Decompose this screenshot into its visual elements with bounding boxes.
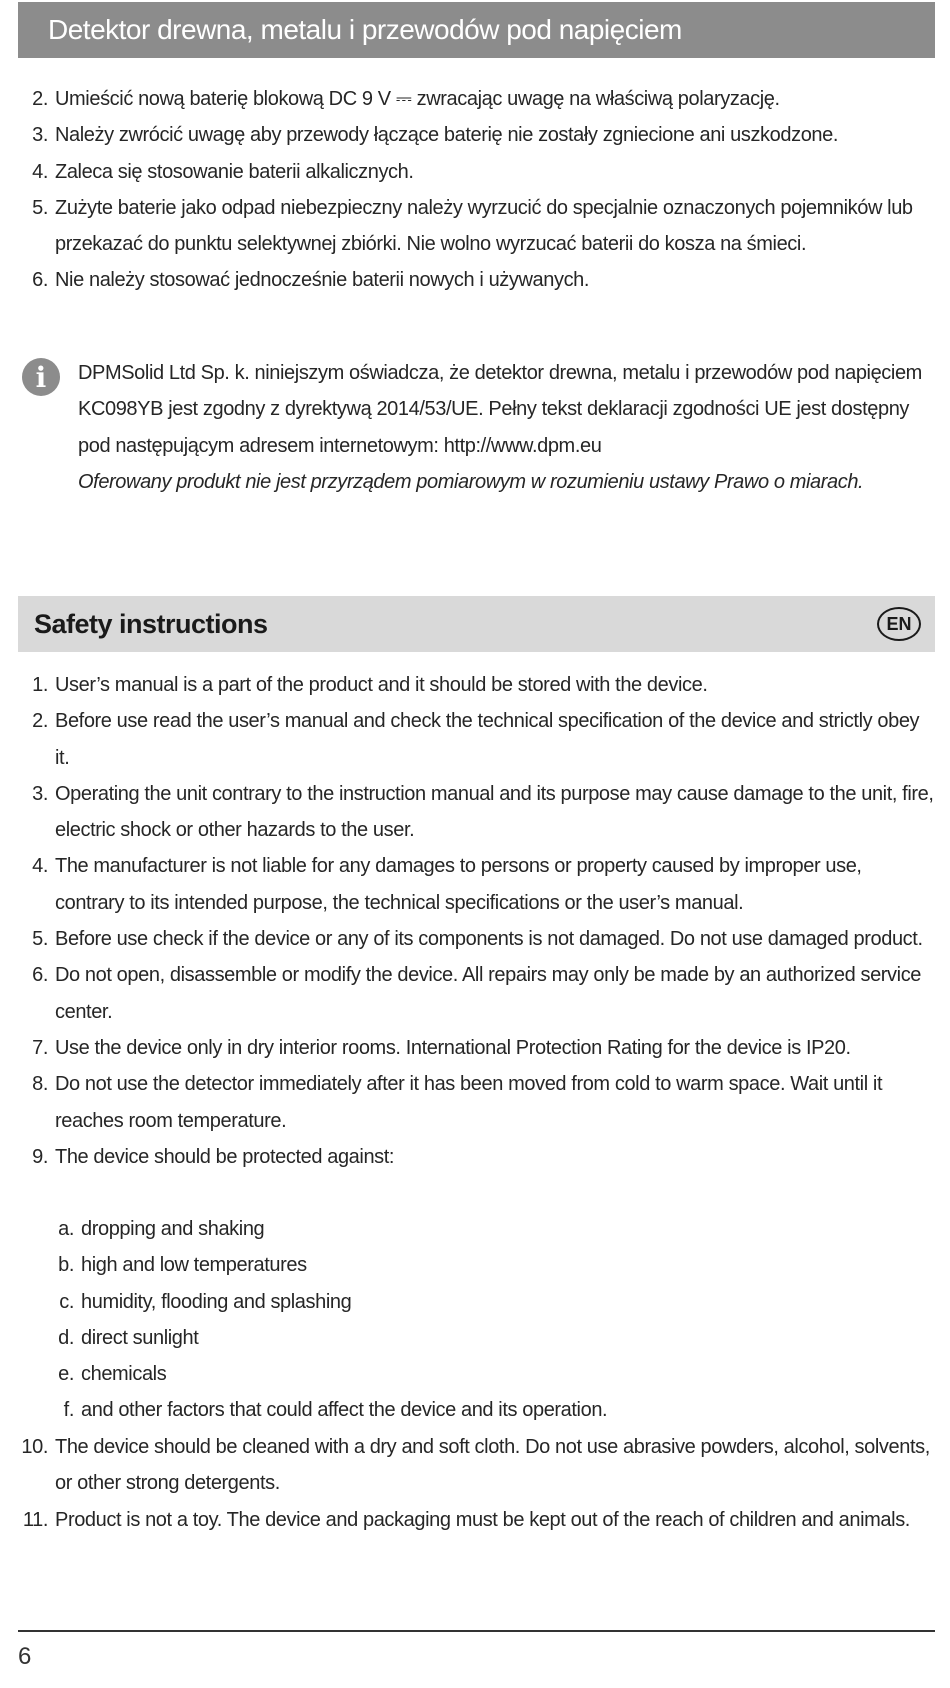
list-item: 1. User’s manual is a part of the product and it should be stored with the device. (32, 674, 708, 696)
sublist-item: b. high and low temperatures (58, 1254, 307, 1277)
declaration-info-block (22, 355, 935, 500)
sublist-item: f. and other factors that could affect the device and its operation. (63, 1399, 608, 1422)
list-item: 4. Zaleca się stosowanie baterii alkalicznych. (32, 160, 414, 183)
english-section-header (18, 596, 935, 652)
measurement-note: Oferowany produkt nie jest przyrządem pomiarowym w rozumieniu ustawy Prawo o miarach. (78, 470, 864, 493)
footer-divider (18, 1630, 935, 1632)
list-item: 2. Umieścić nową baterię blokową DC 9 V ⎓ zwracając uwagę na właściwą polaryzację. (32, 88, 780, 110)
list-item: 3. Operating the unit contrary to the instruction manual and its purpose may cause damage to the unit, fire, electric shock or other hazards to the user. (32, 782, 934, 842)
list-item: 5. Before use check if the device or any of its components is not damaged. Do not use damaged product. (32, 928, 923, 951)
polish-section-header (18, 2, 935, 58)
polish-battery-list (18, 81, 935, 299)
sublist-item: a. dropping and shaking (58, 1218, 265, 1240)
protection-sublist (18, 1211, 935, 1429)
list-item: 6. Nie należy stosować jednocześnie baterii nowych i używanych. (32, 269, 590, 292)
sublist-item: d. direct sunlight (58, 1326, 199, 1349)
list-item: 5. Zużyte baterie jako odpad niebezpieczny należy wyrzucić do specjalnie oznaczonych pojemników lub przekazać do punktu selektywnej zbiórki. Nie wolno wyrzucać baterii do kosza na śmieci. (32, 196, 913, 256)
list-item: 11. Product is not a toy. The device and packaging must be kept out of the reach of children and animals. (22, 1508, 910, 1531)
language-badge: EN (877, 607, 921, 641)
info-icon: i (22, 358, 60, 396)
list-item: 3. Należy zwrócić uwagę aby przewody łączące baterię nie zostały zgniecione ani uszkodzone. (32, 124, 839, 147)
list-item: 4. The manufacturer is not liable for any damages to persons or property caused by improper use, contrary to its intended purpose, the technical specifications or the user’s manual. (32, 855, 862, 914)
english-section-title: Safety instructions (34, 608, 268, 639)
list-item: 7. Use the device only in dry interior rooms. International Protection Rating for the device is IP20. (32, 1036, 851, 1059)
declaration-text: DPMSolid Ltd Sp. k. niniejszym oświadcza, że detektor drewna, metalu i przewodów pod napięciem KC098YB jest zgodny z dyrektywą 2014/53/UE. Pełny tekst deklaracji zgodności UE jest dostępny pod następującym adresem internetowym: http://www.dpm.eu (78, 362, 922, 457)
safety-instructions-list (18, 667, 935, 1175)
safety-instructions-list-continued (18, 1429, 935, 1538)
list-item: 9. The device should be protected against: (32, 1145, 395, 1168)
page-number: 6 (18, 1643, 32, 1670)
list-item: 8. Do not use the detector immediately after it has been moved from cold to warm space. Wait until it reaches room temperature. (32, 1073, 883, 1132)
list-item: 6. Do not open, disassemble or modify the device. All repairs may only be made by an authorized service center. (32, 964, 922, 1023)
list-item: 2. Before use read the user’s manual and check the technical specification of the device and strictly obey it. (32, 710, 920, 769)
sublist-item: c. humidity, flooding and splashing (59, 1290, 352, 1313)
polish-section-title: Detektor drewna, metalu i przewodów pod napięciem (48, 14, 682, 45)
sublist-item: e. chemicals (58, 1363, 167, 1386)
list-item: 10. The device should be cleaned with a dry and soft cloth. Do not use abrasive powders, alcohol, solvents, or other strong detergents. (21, 1436, 930, 1495)
